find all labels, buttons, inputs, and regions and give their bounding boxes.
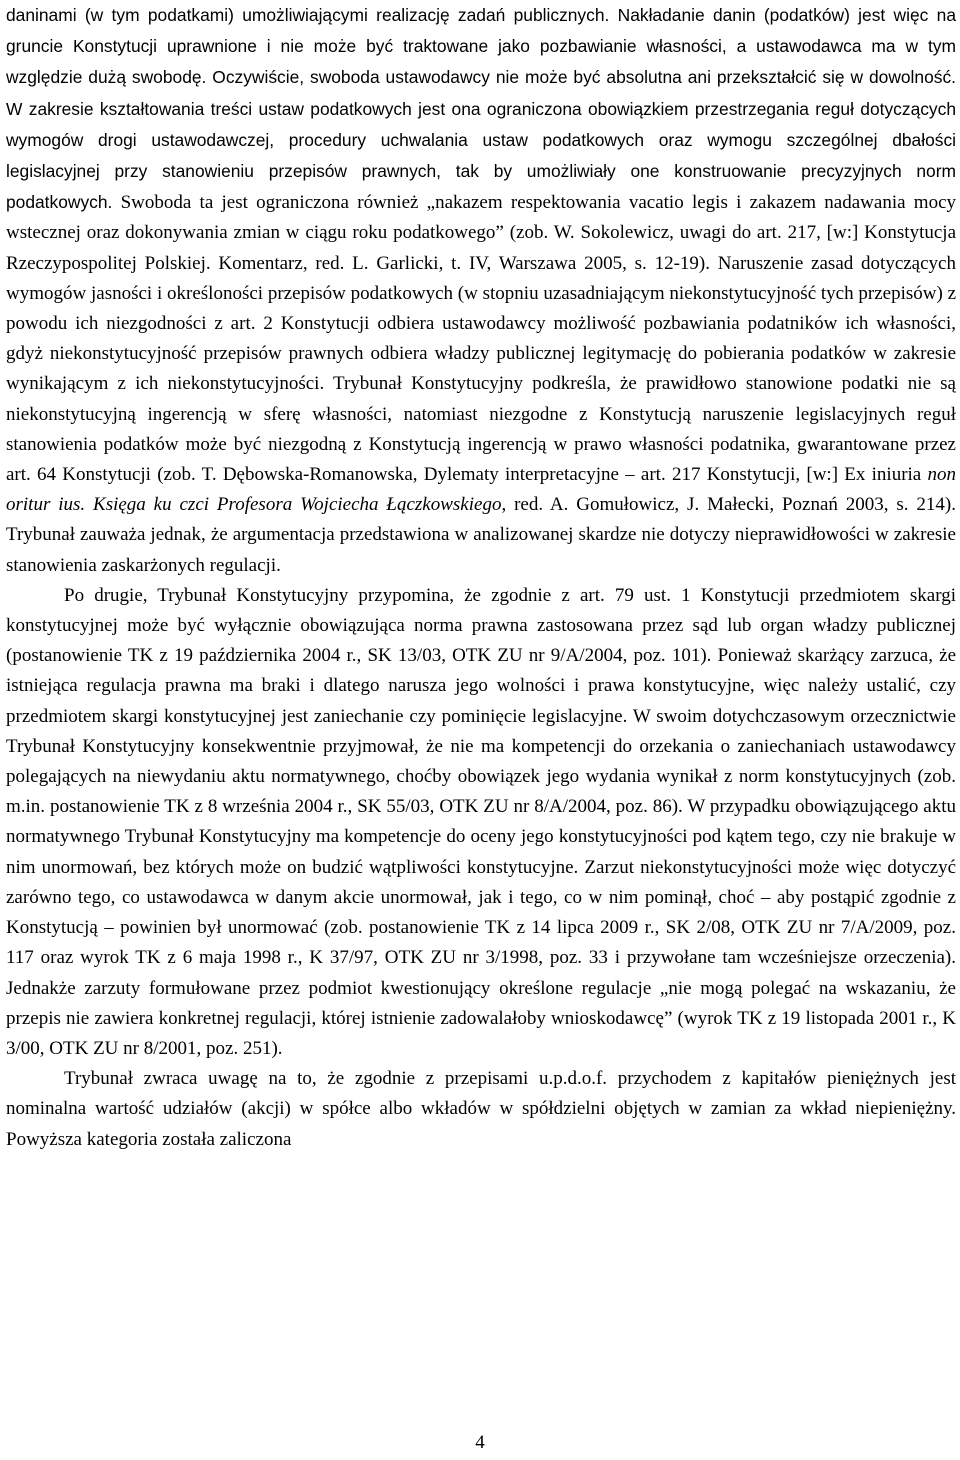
paragraph-2-text: Po drugie, Trybunał Konstytucyjny przypomina, że zgodnie z art. 79 ust. 1 Konstytucji przedmiotem skargi konstytucyjnej może być wyłącznie obowiązująca norma prawna zastosowana przez sąd lub organ władzy publicznej (postanowienie TK z 19 października 2004 r., SK 13/03, OTK ZU nr 9/A/2004, poz. 101). Ponieważ skarżący zarzuca, że istniejąca regulacja prawna ma braki i dlatego narusza jego wolności i prawa konstytucyjne, więc należy ustalić, czy przedmiotem skargi konstytucyjnej jest zaniechanie czy pominięcie legislacyjne. W swoim dotychczasowym orzecznictwie Trybunał Konstytucyjny konsekwentnie przyjmował, że nie ma kompetencji do orzekania o zaniechaniach ustawodawcy polegających na niewydaniu aktu normatywnego, choćby obowiązek jego wydania wynikał z norm konstytucyjnych (zob. m.in. postanowienie TK z 8 września 2004 r., SK 55/03, OTK ZU nr 8/A/2004, poz. 86). W przypadku obowiązującego aktu normatywnego Trybunał Konstytucyjny ma kompetencje do oceny jego konstytucyjności pod kątem tego, czy nie brakuje w nim unormowań, bez których może on budzić wątpliwości konstytucyjne. Zarzut niekonstytucyjności może więc dotyczyć zarówno tego, co ustawodawca w danym akcie unormował, jak i tego, co w nim pominął, choć – aby postąpić zgodnie z Konstytucją – powinien był unormować (zob. postanowienie TK z 14 lipca 2009 r., SK 2/08, OTK ZU nr 7/A/2009, poz. 117 oraz wyrok TK z 6 maja 1998 r., K 37/97, OTK ZU nr 3/1998, poz. 33 i przywołane tam wcześniejsze orzeczenia). Jednakże zarzuty formułowane przez podmiot kwestionujący określone regulacje „nie mogą polegać na wskazaniu, że przepis nie zawiera konkretnej regulacji, której istnienie zadowalałoby wnioskodawcę” (wyrok TK z 19 listopada 2001 r., K 3/00, OTK ZU nr 8/2001, poz. 251). xyxy=(6,584,956,1059)
paragraph-2 xyxy=(6,581,956,1064)
page-number: 4 xyxy=(475,1432,485,1453)
paragraph-3 xyxy=(6,1064,956,1155)
paragraph-1-italic-title: non oritur ius. Księga ku czci Profesora Wojciecha Łączkowskiego xyxy=(6,464,956,516)
document-page xyxy=(6,0,956,1155)
paragraph-3-text: Trybunał zwraca uwagę na to, że zgodnie z przepisami u.p.d.o.f. przychodem z kapitałów pieniężnych jest nominalna wartość udziałów (akcji) w spółce albo wkładów w spółdzielni objętych w zamian za wkład niepieniężny. Powyższa kategoria została zaliczona xyxy=(6,1068,956,1150)
paragraph-1-segment-1: daninami (w tym podatkami) umożliwiającymi realizację zadań publicznych. Nakładanie danin (podatków) jest więc na gruncie Konstytucji uprawnione i nie może być traktowane jako pozbawianie własności, a ustawodawca ma w tym względzie dużą swobodę. Oczywiście, swoboda ustawodawcy nie może być absolutna ani przekształcić się w dowolność. xyxy=(6,5,956,88)
paragraph-1-segment-2: W zakresie kształtowania treści ustaw podatkowych jest ona ograniczona obowiązkiem przestrzegania reguł dotyczących wymogów drogi ustawodawczej, procedury uchwalania ustaw podatkowych oraz wymogu szczególnej dbałości legislacyjnej przy stanowieniu przepisów prawnych, tak by umożliwiały one konstruowanie precyzyjnych norm podatkowych. xyxy=(6,98,956,213)
paragraph-1-segment-5: , red. A. Gomułowicz, J. Małecki, Poznań 2003, s. 214). Trybunał zauważa jednak, że argumentacja przedstawiona w analizowanej skardze nie dotyczy nieprawidłowości w zakresie stanowienia zaskarżonych regulacji. xyxy=(6,494,956,576)
paragraph-1 xyxy=(6,0,956,581)
paragraph-1-segment-3: Swoboda ta jest ograniczona również „nakazem respektowania vacatio legis i zakazem nadawania mocy wstecznej oraz dokonywania zmian w ciągu roku podatkowego” (zob. W. Sokolewicz, uwagi do art. 217, [w:] Konstytucja Rzeczypospolitej Polskiej. Komentarz, red. L. Garlicki, t. IV, Warszawa 2005, s. 12-19). Naruszenie zasad dotyczących wymogów jasności i określoności przepisów podatkowych (w stopniu uzasadniającym niekonstytucyjność tych przepisów) z powodu ich niezgodności z art. 2 Konstytucji odbiera ustawodawcy możliwość pozbawiania podatników ich własności, gdyż niekonstytucyjność przepisów prawnych odbiera władzy publicznej legitymację do pobierania podatków w zakresie wynikającym z ich niekonstytucyjności. Trybunał Konstytucyjny podkreśla, że prawidłowo stanowione podatki nie są niekonstytucyjną ingerencją w sferę własności, natomiast niezgodne z Konstytucją naruszenie legislacyjnych reguł stanowienia podatków może być niezgodną z Konstytucją ingerencją w prawo własności podatnika, gwarantowane przez art. 64 Konstytucji (zob. T. Dębowska-Romanowska, Dylematy interpretacyjne – art. 217 Konstytucji, [w:] Ex iniuria xyxy=(6,192,956,486)
